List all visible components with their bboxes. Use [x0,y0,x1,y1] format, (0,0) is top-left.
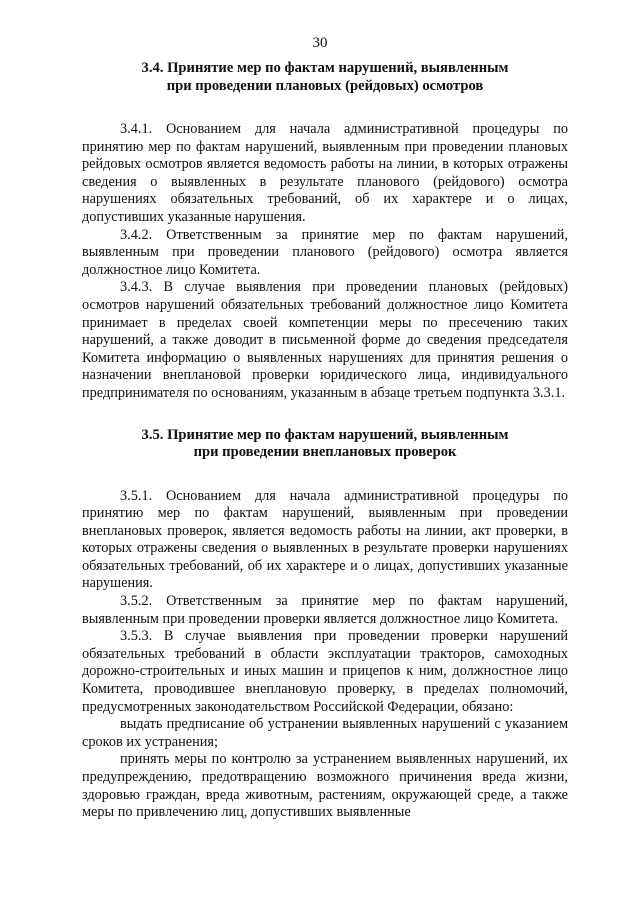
section-heading [82,427,568,462]
paragraph-list-item: выдать предписание об устранении выявленных нарушений с указанием сроков их устранения; [82,716,568,750]
section-heading-line: при проведении внеплановых проверок [193,444,457,460]
paragraph-list-item: принять меры по контролю за устранением выявленных нарушений, их предупреждению, предотвращению возможного причинения вреда жизни, здоровью граждан, вреда животным, растениям, окружающей среде, а также меры по привлечению лиц, допустивших выявленные [82,751,568,821]
paragraph-3-4-3: 3.4.3. В случае выявления при проведении плановых (рейдовых) осмотров нарушений обязательных требований должностное лицо Комитета принимает в пределах своей компетенции меры по пресечению таких нарушений, а также доводит в письменной форме до сведения председателя Комитета информацию о выявленных нарушениях для принятия решения о назначении внеплановой проверки юридического лица, индивидуального предпринимателя по основаниям, указанным в абзаце третьем подпункта 3.3.1. [82,279,568,401]
paragraph-3-5-1: 3.5.1. Основанием для начала административной процедуры по принятию мер по фактам нарушений, выявленным при проведении внеплановых проверок, является ведомость работы на линии, акт проверки, в которых отражены сведения о выявленных в результате проверки нарушениях обязательных требований, об их характере и о лицах, допустивших указанные нарушения. [82,487,568,592]
section-heading [82,60,568,95]
section-heading-line: 3.5. Принятие мер по фактам нарушений, выявленным [141,426,509,443]
paragraph-3-4-1: 3.4.1. Основанием для начала административной процедуры по принятию мер по фактам нарушений, выявленным при проведении плановых рейдовых осмотров является ведомость работы на линии, в которых отражены сведения о выявленных в результате планового (рейдового) осмотра нарушениях обязательных требований, об их характере и о лицах, допустивших указанные нарушения. [82,121,568,225]
section-heading-line: при проведении плановых (рейдовых) осмотров [166,77,484,94]
page-content [82,60,568,822]
page-number: 30 [312,35,328,51]
section-3-5 [82,427,568,822]
paragraph-3-4-2: 3.4.2. Ответственным за принятие мер по фактам нарушений, выявленным при проведении планового (рейдового) осмотра является должностное лицо Комитета. [82,226,568,278]
section-heading-line: 3.4. Принятие мер по фактам нарушений, выявленным [141,60,509,76]
section-3-4 [82,60,568,403]
paragraph-3-5-2: 3.5.2. Ответственным за принятие мер по фактам нарушений, выявленным при проведении проверки является должностное лицо Комитета. [82,593,568,627]
paragraph-3-5-3: 3.5.3. В случае выявления при проведении проверки нарушений обязательных требований в области эксплуатации тракторов, самоходных дорожно-строительных и иных машин и прицепов к ним, должностное лицо Комитета, проводившее внеплановую проверку, в пределах полномочий, предусмотренных законодательством Российской Федерации, обязано: [82,628,568,715]
